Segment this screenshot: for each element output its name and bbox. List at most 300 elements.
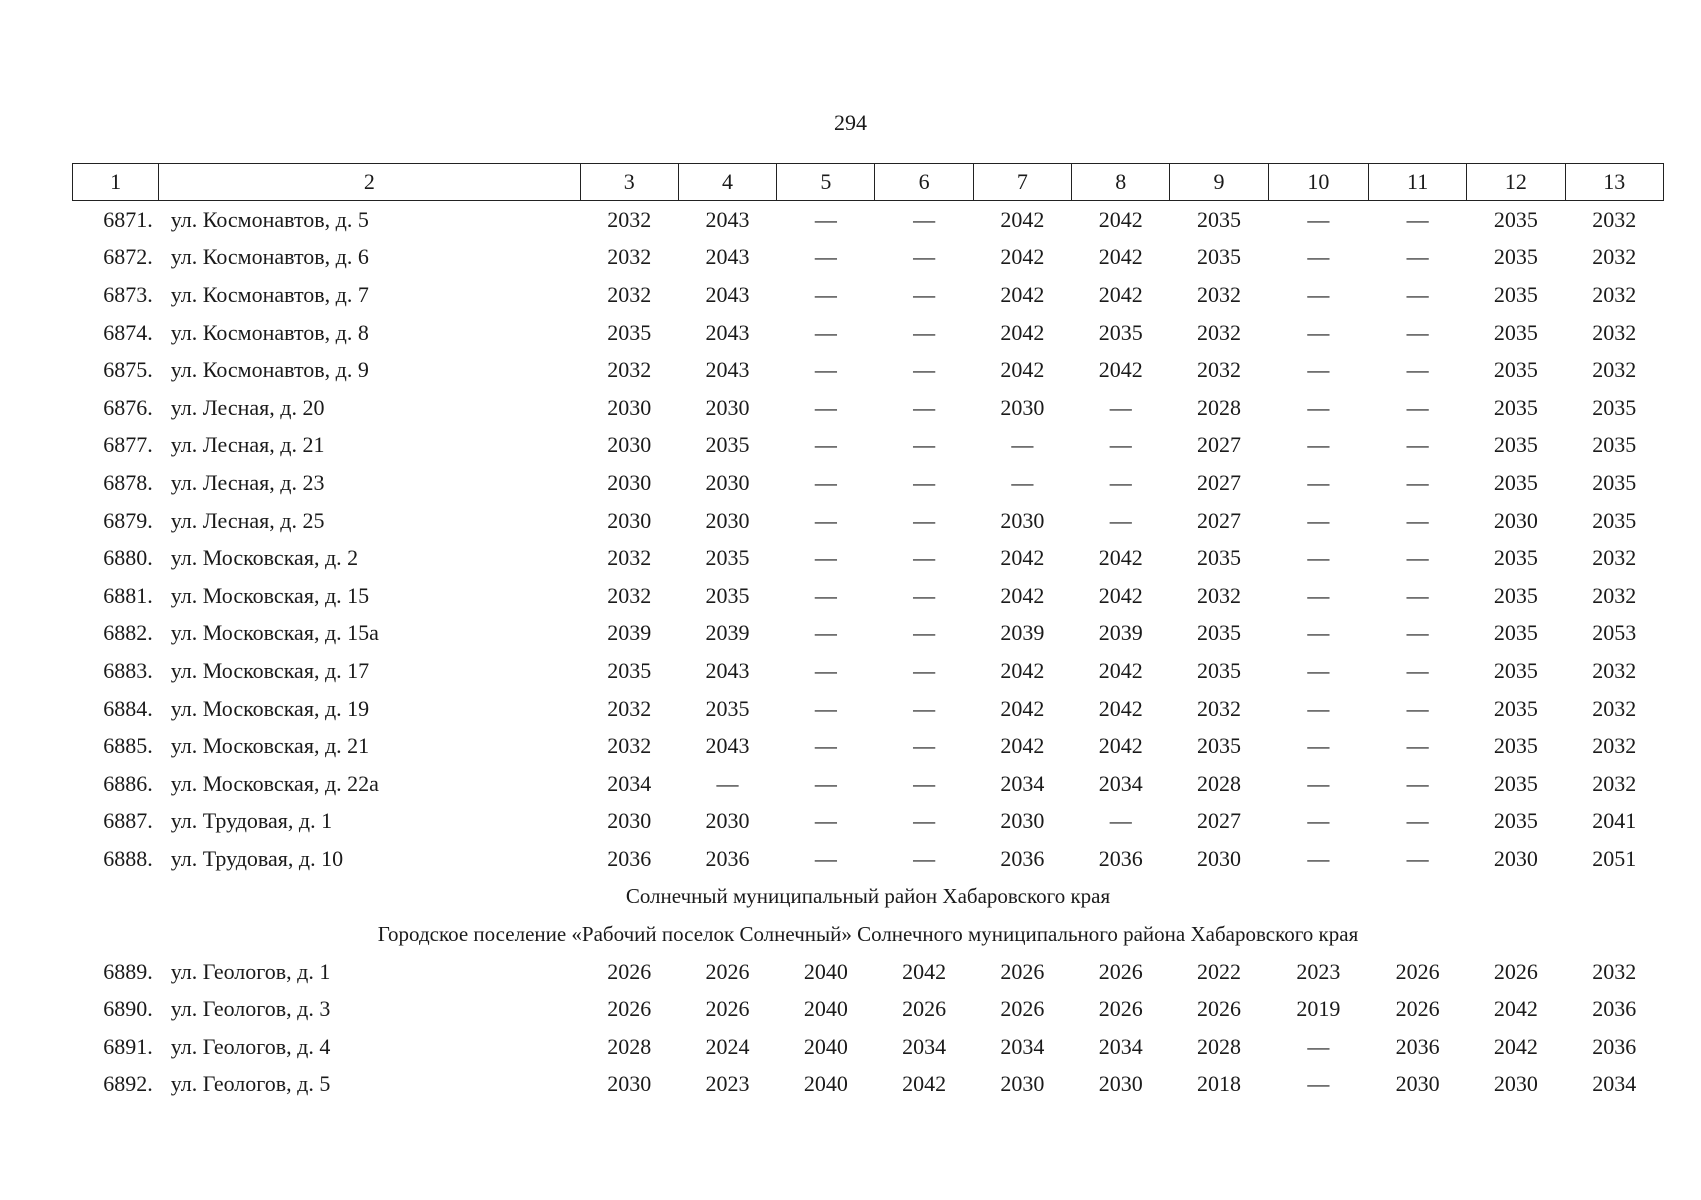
year-cell-col-10: —	[1307, 545, 1330, 571]
year-cell-col-7: 2042	[1000, 733, 1045, 759]
year-cell-col-8: —	[1109, 394, 1132, 420]
year-cell-col-7: 2042	[1000, 582, 1045, 608]
row-number: 6883.	[103, 657, 153, 683]
year-cell-col-3: 2032	[607, 695, 652, 721]
year-cell-col-9: 2027	[1197, 507, 1241, 533]
year-cell-col-8: 2030	[1098, 1071, 1143, 1097]
year-cell-col-12: 2035	[1493, 469, 1538, 495]
row-number: 6877.	[103, 432, 153, 458]
table-row	[73, 314, 1664, 352]
year-cell-col-9: 2018	[1197, 1071, 1241, 1097]
year-cell-col-6: —	[913, 319, 936, 345]
year-cell-col-11: —	[1406, 657, 1429, 683]
year-cell-col-5: —	[814, 545, 837, 571]
year-cell-col-8: —	[1109, 507, 1132, 533]
table-row	[73, 389, 1664, 427]
year-cell-col-11: 2026	[1395, 996, 1440, 1022]
table-row	[73, 652, 1664, 690]
section-heading-settlement-row	[73, 915, 1664, 953]
year-cell-col-13: 2032	[1592, 319, 1637, 345]
row-number: 6887.	[103, 808, 153, 834]
year-cell-col-11: —	[1406, 244, 1429, 270]
year-cell-col-12: 2035	[1493, 319, 1538, 345]
year-cell-col-10: —	[1307, 394, 1330, 420]
year-cell-col-3: 2028	[607, 1033, 652, 1059]
column-header-5: 5	[777, 164, 875, 201]
year-cell-col-11: —	[1406, 695, 1429, 721]
year-cell-col-13: 2053	[1592, 620, 1637, 646]
year-cell-col-13: 2032	[1592, 657, 1637, 683]
year-cell-col-7: 2030	[1000, 394, 1045, 420]
year-cell-col-12: 2035	[1493, 582, 1538, 608]
year-cell-col-11: —	[1406, 507, 1429, 533]
year-cell-col-8: —	[1109, 432, 1132, 458]
year-cell-col-12: 2035	[1493, 357, 1538, 383]
year-cell-col-3: 2030	[607, 469, 652, 495]
column-header-7: 7	[973, 164, 1071, 201]
year-cell-col-4: 2035	[705, 545, 750, 571]
section-heading-settlement: Городское поселение «Рабочий поселок Солнечный» Солнечного муниципального района Хабаровского края	[377, 921, 1359, 946]
column-header-11: 11	[1368, 164, 1466, 201]
row-number: 6879.	[103, 507, 153, 533]
year-cell-col-7: 2026	[1000, 996, 1045, 1022]
year-cell-col-7: 2034	[1000, 1033, 1045, 1059]
table-row	[73, 990, 1664, 1028]
year-cell-col-9: 2026	[1197, 996, 1241, 1022]
year-cell-col-3: 2030	[607, 808, 652, 834]
year-cell-col-4: 2043	[705, 206, 750, 232]
year-cell-col-8: 2026	[1098, 996, 1143, 1022]
year-cell-col-13: 2035	[1592, 394, 1637, 420]
year-cell-col-13: 2051	[1592, 845, 1637, 871]
row-number: 6891.	[103, 1033, 153, 1059]
year-cell-col-6: 2042	[902, 1071, 947, 1097]
row-number: 6881.	[103, 582, 153, 608]
year-cell-col-12: 2042	[1493, 996, 1538, 1022]
column-header-9: 9	[1170, 164, 1268, 201]
table-row	[73, 502, 1664, 540]
year-cell-col-11: 2030	[1395, 1071, 1440, 1097]
building-address: ул. Геологов, д. 4	[170, 1033, 331, 1059]
row-number: 6878.	[103, 469, 153, 495]
year-cell-col-11: —	[1406, 357, 1429, 383]
year-cell-col-13: 2032	[1592, 357, 1637, 383]
year-cell-col-5: —	[814, 808, 837, 834]
row-number: 6875.	[103, 357, 153, 383]
table-row	[73, 765, 1664, 803]
year-cell-col-10: —	[1307, 357, 1330, 383]
year-cell-col-7: 2030	[1000, 1071, 1045, 1097]
year-cell-col-5: —	[814, 394, 837, 420]
year-cell-col-8: 2034	[1098, 770, 1143, 796]
column-number-header	[73, 164, 1664, 201]
year-cell-col-9: 2027	[1197, 469, 1241, 495]
year-cell-col-12: 2035	[1493, 244, 1538, 270]
year-cell-col-11: —	[1406, 620, 1429, 646]
year-cell-col-8: 2026	[1098, 958, 1143, 984]
year-cell-col-11: —	[1406, 808, 1429, 834]
year-cell-col-6: 2042	[902, 958, 947, 984]
year-cell-col-12: 2035	[1493, 770, 1538, 796]
year-cell-col-5: 2040	[803, 996, 848, 1022]
table-row	[73, 239, 1664, 277]
year-cell-col-12: 2030	[1493, 845, 1538, 871]
year-cell-col-9: 2028	[1197, 394, 1241, 420]
year-cell-col-12: 2030	[1493, 1071, 1538, 1097]
year-cell-col-12: 2035	[1493, 620, 1538, 646]
year-cell-col-8: 2042	[1098, 206, 1143, 232]
year-cell-col-5: —	[814, 281, 837, 307]
table-row	[73, 276, 1664, 314]
year-cell-col-12: 2035	[1493, 432, 1538, 458]
year-cell-col-5: —	[814, 357, 837, 383]
year-cell-col-4: 2026	[705, 958, 750, 984]
row-number: 6876.	[103, 394, 153, 420]
year-cell-col-7: 2042	[1000, 357, 1045, 383]
building-address: ул. Геологов, д. 5	[170, 1071, 331, 1097]
year-cell-col-4: 2043	[705, 657, 750, 683]
year-cell-col-3: 2034	[607, 770, 652, 796]
year-cell-col-10: —	[1307, 206, 1330, 232]
year-cell-col-4: 2026	[705, 996, 750, 1022]
year-cell-col-7: 2042	[1000, 206, 1045, 232]
year-cell-col-6: —	[913, 657, 936, 683]
year-cell-col-11: —	[1406, 845, 1429, 871]
year-cell-col-4: 2036	[705, 845, 750, 871]
building-address: ул. Геологов, д. 3	[170, 996, 331, 1022]
year-cell-col-5: —	[814, 620, 837, 646]
year-cell-col-6: —	[913, 206, 936, 232]
year-cell-col-11: —	[1406, 206, 1429, 232]
year-cell-col-12: 2042	[1493, 1033, 1538, 1059]
year-cell-col-4: 2035	[705, 582, 750, 608]
year-cell-col-6: —	[913, 545, 936, 571]
year-cell-col-13: 2032	[1592, 770, 1637, 796]
year-cell-col-6: 2026	[902, 996, 947, 1022]
year-cell-col-7: 2030	[1000, 507, 1045, 533]
year-cell-col-6: —	[913, 770, 936, 796]
year-cell-col-6: —	[913, 507, 936, 533]
year-cell-col-13: 2032	[1592, 545, 1637, 571]
year-cell-col-13: 2032	[1592, 733, 1637, 759]
overhaul-schedule-table	[72, 163, 1664, 1103]
year-cell-col-9: 2027	[1197, 808, 1241, 834]
year-cell-col-10: —	[1307, 507, 1330, 533]
year-cell-col-3: 2030	[607, 432, 652, 458]
year-cell-col-11: —	[1406, 770, 1429, 796]
year-cell-col-4: 2023	[705, 1071, 750, 1097]
year-cell-col-3: 2032	[607, 582, 652, 608]
year-cell-col-9: 2032	[1197, 695, 1241, 721]
year-cell-col-3: 2032	[607, 244, 652, 270]
table-body	[73, 201, 1664, 1104]
year-cell-col-13: 2032	[1592, 958, 1637, 984]
year-cell-col-10: —	[1307, 582, 1330, 608]
year-cell-col-7: 2042	[1000, 281, 1045, 307]
year-cell-col-8: 2042	[1098, 281, 1143, 307]
year-cell-col-5: —	[814, 244, 837, 270]
year-cell-col-11: —	[1406, 432, 1429, 458]
year-cell-col-13: 2032	[1592, 582, 1637, 608]
year-cell-col-3: 2032	[607, 357, 652, 383]
header-row	[73, 164, 1664, 201]
year-cell-col-7: 2042	[1000, 657, 1045, 683]
building-address: ул. Космонавтов, д. 9	[170, 357, 369, 383]
building-address: ул. Московская, д. 19	[170, 695, 370, 721]
year-cell-col-10: 2023	[1296, 958, 1341, 984]
year-cell-col-7: 2042	[1000, 319, 1045, 345]
year-cell-col-12: 2035	[1493, 657, 1538, 683]
year-cell-col-10: 2019	[1296, 996, 1341, 1022]
year-cell-col-12: 2035	[1493, 394, 1538, 420]
year-cell-col-9: 2032	[1197, 319, 1241, 345]
building-address: ул. Лесная, д. 21	[170, 432, 325, 458]
year-cell-col-3: 2035	[607, 319, 652, 345]
year-cell-col-11: 2036	[1395, 1033, 1440, 1059]
column-header-3: 3	[580, 164, 678, 201]
year-cell-col-10: —	[1307, 620, 1330, 646]
table-row	[73, 690, 1664, 728]
building-address: ул. Московская, д. 15	[170, 582, 370, 608]
year-cell-col-8: —	[1109, 469, 1132, 495]
year-cell-col-9: 2028	[1197, 770, 1241, 796]
year-cell-col-7: 2030	[1000, 808, 1045, 834]
year-cell-col-5: —	[814, 432, 837, 458]
year-cell-col-6: —	[913, 394, 936, 420]
year-cell-col-9: 2035	[1197, 206, 1241, 232]
year-cell-col-9: 2035	[1197, 620, 1241, 646]
row-number: 6889.	[103, 958, 153, 984]
year-cell-col-11: —	[1406, 733, 1429, 759]
year-cell-col-4: 2030	[705, 394, 750, 420]
column-header-12: 12	[1467, 164, 1565, 201]
year-cell-col-5: 2040	[803, 1071, 848, 1097]
year-cell-col-9: 2035	[1197, 657, 1241, 683]
year-cell-col-9: 2027	[1197, 432, 1241, 458]
building-address: ул. Московская, д. 17	[170, 657, 370, 683]
table-row	[73, 351, 1664, 389]
year-cell-col-6: —	[913, 845, 936, 871]
building-address: ул. Трудовая, д. 1	[170, 808, 333, 834]
year-cell-col-9: 2032	[1197, 582, 1241, 608]
year-cell-col-6: —	[913, 432, 936, 458]
year-cell-col-11: —	[1406, 545, 1429, 571]
year-cell-col-5: —	[814, 319, 837, 345]
row-number: 6871.	[103, 206, 153, 232]
year-cell-col-5: —	[814, 770, 837, 796]
year-cell-col-10: —	[1307, 733, 1330, 759]
year-cell-col-3: 2030	[607, 394, 652, 420]
year-cell-col-4: 2024	[705, 1033, 750, 1059]
year-cell-col-9: 2032	[1197, 281, 1241, 307]
year-cell-col-9: 2022	[1197, 958, 1241, 984]
year-cell-col-10: —	[1307, 808, 1330, 834]
year-cell-col-5: —	[814, 206, 837, 232]
year-cell-col-5: 2040	[803, 1033, 848, 1059]
year-cell-col-8: 2042	[1098, 733, 1143, 759]
year-cell-col-11: —	[1406, 394, 1429, 420]
year-cell-col-9: 2035	[1197, 244, 1241, 270]
year-cell-col-9: 2035	[1197, 733, 1241, 759]
year-cell-col-6: —	[913, 281, 936, 307]
year-cell-col-10: —	[1307, 469, 1330, 495]
table-row	[73, 840, 1664, 878]
year-cell-col-10: —	[1307, 770, 1330, 796]
year-cell-col-7: —	[1011, 469, 1034, 495]
year-cell-col-5: —	[814, 733, 837, 759]
table-row	[73, 727, 1664, 765]
row-number: 6888.	[103, 845, 153, 871]
section-heading-district: Солнечный муниципальный район Хабаровского края	[625, 883, 1111, 908]
year-cell-col-13: 2032	[1592, 695, 1637, 721]
year-cell-col-12: 2035	[1493, 545, 1538, 571]
year-cell-col-5: —	[814, 845, 837, 871]
row-number: 6886.	[103, 770, 153, 796]
year-cell-col-8: 2042	[1098, 582, 1143, 608]
year-cell-col-3: 2032	[607, 281, 652, 307]
year-cell-col-11: —	[1406, 469, 1429, 495]
year-cell-col-8: 2039	[1098, 620, 1143, 646]
year-cell-col-8: 2042	[1098, 244, 1143, 270]
year-cell-col-11: —	[1406, 582, 1429, 608]
year-cell-col-3: 2032	[607, 733, 652, 759]
year-cell-col-13: 2035	[1592, 507, 1637, 533]
row-number: 6872.	[103, 244, 153, 270]
year-cell-col-9: 2032	[1197, 357, 1241, 383]
building-address: ул. Московская, д. 21	[170, 733, 370, 759]
year-cell-col-4: 2030	[705, 808, 750, 834]
column-header-2: 2	[159, 164, 580, 201]
building-address: ул. Лесная, д. 23	[170, 469, 325, 495]
building-address: ул. Лесная, д. 25	[170, 507, 325, 533]
column-header-13: 13	[1565, 164, 1663, 201]
year-cell-col-3: 2035	[607, 657, 652, 683]
year-cell-col-11: —	[1406, 281, 1429, 307]
year-cell-col-7: 2034	[1000, 770, 1045, 796]
year-cell-col-6: —	[913, 695, 936, 721]
table-row	[73, 953, 1664, 991]
year-cell-col-3: 2039	[607, 620, 652, 646]
year-cell-col-3: 2032	[607, 206, 652, 232]
year-cell-col-8: 2042	[1098, 695, 1143, 721]
table-row	[73, 427, 1664, 465]
year-cell-col-10: —	[1307, 1033, 1330, 1059]
year-cell-col-8: 2042	[1098, 657, 1143, 683]
row-number: 6882.	[103, 620, 153, 646]
year-cell-col-13: 2035	[1592, 432, 1637, 458]
year-cell-col-10: —	[1307, 432, 1330, 458]
year-cell-col-12: 2030	[1493, 507, 1538, 533]
year-cell-col-9: 2035	[1197, 545, 1241, 571]
year-cell-col-4: 2043	[705, 319, 750, 345]
year-cell-col-7: 2042	[1000, 545, 1045, 571]
table-row	[73, 539, 1664, 577]
year-cell-col-10: —	[1307, 1071, 1330, 1097]
year-cell-col-7: 2039	[1000, 620, 1045, 646]
year-cell-col-9: 2030	[1197, 845, 1241, 871]
year-cell-col-5: —	[814, 469, 837, 495]
year-cell-col-6: —	[913, 733, 936, 759]
year-cell-col-9: 2028	[1197, 1033, 1241, 1059]
year-cell-col-4: 2039	[705, 620, 750, 646]
year-cell-col-10: —	[1307, 657, 1330, 683]
year-cell-col-6: —	[913, 808, 936, 834]
year-cell-col-6: —	[913, 357, 936, 383]
year-cell-col-4: 2035	[705, 695, 750, 721]
building-address: ул. Московская, д. 15а	[170, 620, 379, 646]
year-cell-col-6: —	[913, 469, 936, 495]
year-cell-col-6: —	[913, 244, 936, 270]
row-number: 6874.	[103, 319, 153, 345]
table-row	[73, 1028, 1664, 1066]
table-row	[73, 615, 1664, 653]
year-cell-col-13: 2036	[1592, 1033, 1637, 1059]
year-cell-col-8: 2034	[1098, 1033, 1143, 1059]
row-number: 6873.	[103, 281, 153, 307]
building-address: ул. Московская, д. 2	[170, 545, 359, 571]
column-header-1: 1	[73, 164, 159, 201]
year-cell-col-13: 2032	[1592, 206, 1637, 232]
year-cell-col-13: 2036	[1592, 996, 1637, 1022]
year-cell-col-8: 2036	[1098, 845, 1143, 871]
year-cell-col-4: 2035	[705, 432, 750, 458]
year-cell-col-4: 2043	[705, 281, 750, 307]
year-cell-col-12: 2035	[1493, 733, 1538, 759]
section-heading-district-row	[73, 878, 1664, 916]
year-cell-col-4: 2030	[705, 507, 750, 533]
year-cell-col-3: 2030	[607, 1071, 652, 1097]
year-cell-col-11: —	[1406, 319, 1429, 345]
year-cell-col-7: —	[1011, 432, 1034, 458]
year-cell-col-10: —	[1307, 845, 1330, 871]
row-number: 6884.	[103, 695, 153, 721]
year-cell-col-11: 2026	[1395, 958, 1440, 984]
year-cell-col-13: 2032	[1592, 281, 1637, 307]
building-address: ул. Геологов, д. 1	[170, 958, 331, 984]
year-cell-col-12: 2035	[1493, 281, 1538, 307]
year-cell-col-8: 2035	[1098, 319, 1143, 345]
year-cell-col-3: 2030	[607, 507, 652, 533]
year-cell-col-4: 2030	[705, 469, 750, 495]
year-cell-col-3: 2026	[607, 996, 652, 1022]
year-cell-col-10: —	[1307, 281, 1330, 307]
year-cell-col-12: 2035	[1493, 695, 1538, 721]
year-cell-col-8: 2042	[1098, 357, 1143, 383]
year-cell-col-10: —	[1307, 319, 1330, 345]
year-cell-col-5: —	[814, 507, 837, 533]
year-cell-col-8: —	[1109, 808, 1132, 834]
year-cell-col-7: 2042	[1000, 244, 1045, 270]
year-cell-col-12: 2035	[1493, 206, 1538, 232]
year-cell-col-4: 2043	[705, 244, 750, 270]
year-cell-col-5: 2040	[803, 958, 848, 984]
building-address: ул. Космонавтов, д. 6	[170, 244, 369, 270]
year-cell-col-13: 2035	[1592, 469, 1637, 495]
year-cell-col-8: 2042	[1098, 545, 1143, 571]
column-header-8: 8	[1072, 164, 1170, 201]
building-address: ул. Трудовая, д. 10	[170, 845, 344, 871]
year-cell-col-7: 2026	[1000, 958, 1045, 984]
year-cell-col-10: —	[1307, 244, 1330, 270]
building-address: ул. Московская, д. 22а	[170, 770, 379, 796]
column-header-6: 6	[875, 164, 973, 201]
year-cell-col-3: 2032	[607, 545, 652, 571]
building-address: ул. Космонавтов, д. 8	[170, 319, 369, 345]
year-cell-col-3: 2036	[607, 845, 652, 871]
building-address: ул. Космонавтов, д. 7	[170, 281, 369, 307]
table-row	[73, 803, 1664, 841]
column-header-4: 4	[678, 164, 776, 201]
